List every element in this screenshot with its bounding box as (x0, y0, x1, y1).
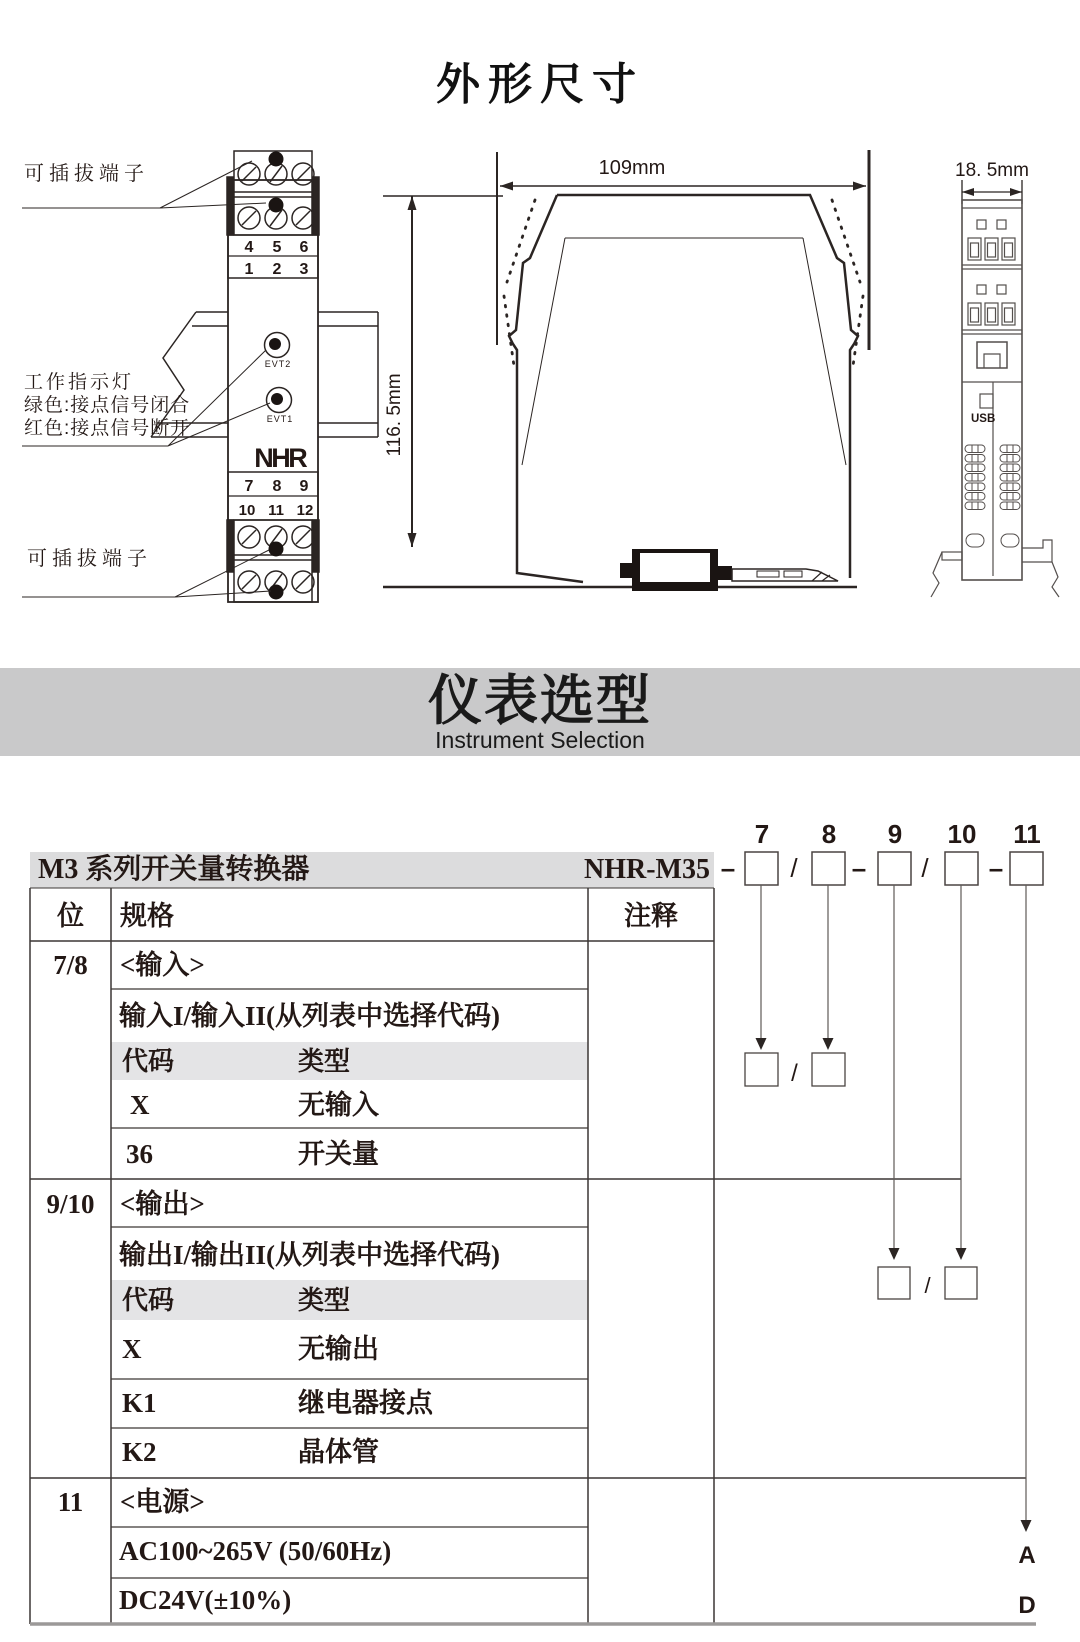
input-col-code: 代码 (122, 1047, 175, 1076)
output-row-code: K1 (122, 1388, 157, 1418)
model-number: NHR-M35 (584, 854, 710, 885)
input-title: <输入> (120, 950, 205, 980)
svg-text:11: 11 (268, 502, 284, 519)
input-row-code: X (130, 1090, 150, 1120)
power-row-ac: AC100~265V (50/60Hz) (119, 1536, 392, 1566)
output-row-type: 继电器接点 (298, 1388, 433, 1418)
svg-text:R: R (288, 443, 308, 473)
svg-text:N: N (254, 443, 274, 473)
output-title: <输出> (120, 1189, 205, 1219)
separator-dash-3: – (988, 853, 1004, 883)
led2-label: EVT2 (264, 359, 292, 369)
output-row-code: X (122, 1334, 142, 1364)
height-dimension-line (408, 196, 417, 547)
top-terminal-block (227, 151, 319, 235)
bottom-terminal-numbers (228, 472, 318, 520)
nhr-logo (254, 443, 308, 473)
separator-dash-1: – (720, 853, 736, 883)
svg-text:12: 12 (296, 502, 314, 519)
height-dimension-label: 116. 5mm (384, 373, 405, 457)
side-view-drawing (360, 130, 880, 610)
input-row-code: 36 (126, 1139, 153, 1169)
bottom-terminal-block (227, 520, 319, 602)
module-end-outline (962, 200, 1022, 580)
label-pluggable-terminal-bottom: 可插拔端子 (27, 548, 152, 570)
power-position: 11 (57, 1487, 84, 1517)
module-side-profile (383, 195, 863, 587)
svg-text:3: 3 (299, 261, 309, 278)
power-code-ac: A (1018, 1542, 1036, 1569)
label-indicator-line1: 工作指示灯 (24, 372, 135, 393)
digit-label-9: 9 (887, 819, 903, 849)
width-dimension-line (383, 150, 869, 350)
output-row-type: 晶体管 (298, 1437, 379, 1467)
width-dimension-label: 109mm (598, 157, 666, 179)
input-position: 7/8 (53, 950, 88, 980)
selector-lines (761, 885, 1026, 1520)
selection-section (0, 820, 1080, 1642)
output-position: 9/10 (46, 1189, 95, 1219)
power-title: <电源> (120, 1487, 205, 1517)
svg-text:5: 5 (272, 239, 282, 256)
status-led-icons (265, 333, 294, 425)
series-title: M3 系列开关量转换器 (38, 854, 310, 885)
digit-label-8: 8 (821, 819, 837, 849)
depth-dimension-label: 18. 5mm (955, 160, 1029, 181)
led1-label: EVT1 (266, 414, 294, 424)
top-terminal-numbers (228, 235, 318, 278)
input-col-type: 类型 (298, 1047, 351, 1076)
din-clip (620, 549, 838, 591)
digit-label-11: 11 (1013, 819, 1041, 849)
output-col-code: 代码 (122, 1286, 175, 1315)
output-row-type: 无输出 (298, 1334, 379, 1364)
separator-slash-2: / (921, 853, 929, 883)
power-code-dc: D (1018, 1592, 1036, 1619)
label-pluggable-terminal-top: 可插拔端子 (24, 163, 149, 185)
usb-port-icon (980, 394, 993, 408)
label-indicator-line2: 绿色:接点信号闭合 (24, 395, 191, 416)
digit-label-7: 7 (754, 819, 770, 849)
svg-text:1: 1 (244, 261, 254, 278)
power-row-dc: DC24V(±10%) (119, 1585, 292, 1615)
svg-text:7: 7 (244, 478, 254, 495)
selection-table-grid (0, 820, 1080, 1642)
svg-text:H: H (271, 443, 291, 473)
separator-slash-1: / (790, 853, 798, 883)
input-subtitle: 输入I/输入II(从列表中选择代码) (119, 1001, 501, 1031)
separator-dash-2: – (851, 853, 867, 883)
section-title-dimensions: 外形尺寸 (436, 60, 644, 109)
usb-label: USB (971, 413, 996, 425)
column-header-position: 位 (57, 901, 84, 931)
svg-text:9: 9 (299, 478, 309, 495)
end-view-drawing (880, 130, 1080, 630)
input-row-type: 开关量 (298, 1139, 379, 1169)
column-header-note: 注释 (624, 901, 678, 931)
svg-text:6: 6 (299, 239, 309, 256)
output-subtitle: 输出I/输出II(从列表中选择代码) (119, 1240, 501, 1270)
output-col-type: 类型 (298, 1286, 351, 1315)
svg-text:10: 10 (238, 502, 256, 519)
output-row-code: K2 (122, 1437, 157, 1467)
banner-title: 仪表选型 (428, 671, 652, 731)
pair-slash-input: / (791, 1060, 798, 1087)
selection-banner (0, 668, 1080, 756)
code-pair-boxes (745, 1053, 977, 1299)
svg-text:2: 2 (272, 261, 282, 278)
din-rail-end (931, 540, 1059, 597)
banner-subtitle: Instrument Selection (435, 727, 645, 753)
column-header-spec: 规格 (120, 901, 174, 931)
label-indicator-line3: 红色:接点信号断开 (24, 418, 191, 439)
svg-text:4: 4 (244, 239, 254, 256)
digit-label-10: 10 (947, 819, 977, 849)
svg-text:8: 8 (272, 478, 282, 495)
input-row-type: 无输入 (298, 1090, 379, 1120)
pair-slash-output: / (924, 1273, 931, 1298)
